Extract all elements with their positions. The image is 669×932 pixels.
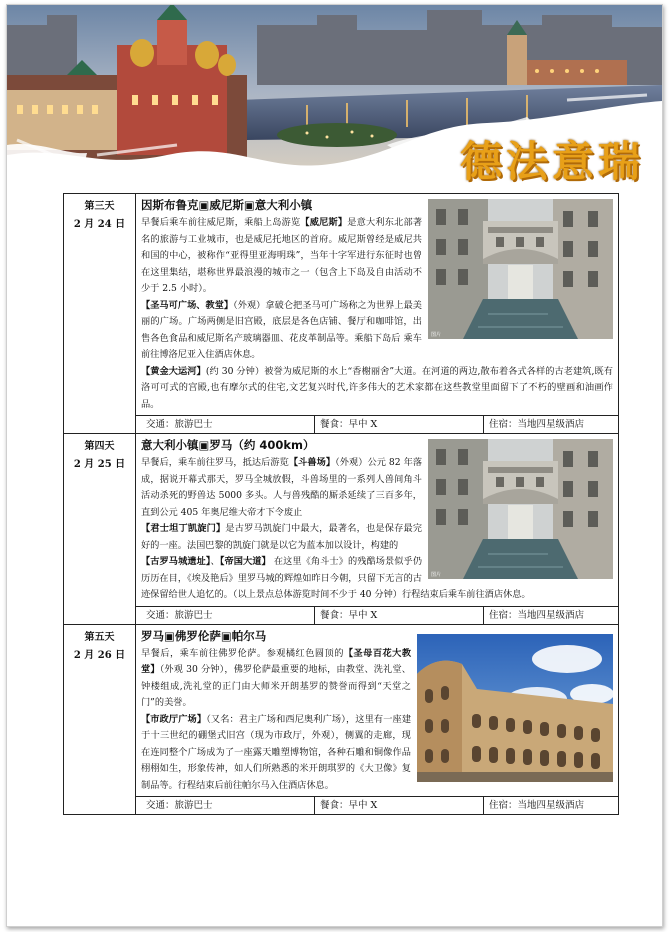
description-text: (约 30 分钟）被誉为威尼斯的水上“香榭丽舍”大道。在河道的两边,散布着各式各样的古老建筑,既有洛可可式的宫殿,也有摩尔式的住宅,文艺复兴时代,许多伟大的艺术家都在这些教堂里面留下了不朽的壁画和油画作品。 [141, 365, 613, 410]
route-title: 罗马▣佛罗伦萨▣帕尔马 [141, 628, 267, 643]
attraction-name: 【圣母百花大教堂】 [141, 647, 412, 675]
description-text: 是意大利东北部著名的旅游与工业城市，也是威尼托地区的首府。威尼斯曾经是威尼共和国的中心，被称作“亚得里亚海明珠”，当年十字军进行东征时也曾在这里集结，堪称世界最浪漫的城市之一（包含上下岛及自由活动不少于 2.5 小时）。 [141, 217, 423, 294]
day-photo [428, 199, 613, 343]
description-text: 是古罗马凯旋门中最大，最著名，也是保存最完好的一座。法国巴黎的凯旋门就是以它为蓝本加以设计，构建的 [141, 523, 423, 551]
description-text: （又名：君主广场和西尼奥利广场），这里有一座建于十三世纪的硼堡式旧宫（现为市政厅，外观），侧翼的走廊，现在连同整个广场成为了一座露天雕塑博物馆，各种石雕和铜像作品栩栩如生，形象传神，如人们所熟悉的米开朗琪罗的《大卫像》复制品等。行程结束后前往帕尔马入住酒店休息。 [141, 713, 412, 791]
description-text: 早餐后，乘车前往罗马，抵达后游览 [141, 457, 289, 468]
info-cell-group [136, 797, 619, 815]
info-row [64, 797, 619, 815]
description-text: （外观）公元 82 年落成，据说开幕式那天，罗马全城放假，斗兽场里的一系列人兽间角斗活动杀死的野兽达 5000 多头。人与兽残酷的厮杀延续了三百多年，直到公元 405 年奥尼维大帝才下令废止 [141, 457, 423, 518]
attraction-name: 【圣马可广场、教堂】 [141, 299, 234, 311]
description-text: 早餐后，乘车前往佛罗伦萨。参观橘红色圆顶的 [141, 647, 344, 659]
day-row [64, 624, 619, 797]
day-cell [64, 624, 136, 815]
svg-text:图片: 图片 [431, 332, 442, 338]
day-row [64, 194, 619, 416]
day-content [136, 194, 619, 416]
attraction-name: 【市政厅广场】 [141, 713, 207, 725]
route-title: 意大利小镇▣罗马（约 400km） [141, 438, 315, 452]
transport-info: 交通：旅游巴士 [141, 797, 315, 814]
transport-info: 交通：旅游巴士 [141, 607, 315, 624]
colosseum-photo [417, 634, 613, 782]
attraction-name: 【黄金大运河】 [141, 365, 206, 377]
description-paragraph [141, 364, 613, 414]
description-text: 在这里《角斗士》的残酷场景似乎仍历历在目，《埃及艳后》里罗马城的辉煌如昨日今朝，只留下无言的古迹保留给世人追忆的。（以上景点总体游览时间不少于 40 分钟）行程结束后乘车前往酒店休息。 [141, 556, 531, 600]
svg-text:图片: 图片 [431, 572, 442, 578]
info-cell-group [136, 606, 619, 624]
meals-info: 餐食：早中 X [315, 416, 484, 433]
day-date: 2 月 26 日 [73, 649, 126, 661]
attraction-name: 【威尼斯】 [300, 217, 348, 228]
info-row [64, 606, 619, 624]
day-label: 第三天 [84, 201, 115, 212]
day-photo [428, 439, 613, 583]
description-text: （外观）拿破仑把圣马可广场称之为世界上最美丽的广场。广场两侧是旧宫殿，底层是各色店铺、餐厅和咖啡馆，出售各色食品和威尼斯名产玻璃器皿、花皮革制品等。乘船下岛后 乘车前往博洛尼亚入住酒店休息。 [141, 299, 422, 360]
day-content [136, 434, 619, 607]
meals-info: 餐食：早中 X [315, 607, 484, 624]
attraction-name: 【古罗马城遗址】 [141, 556, 211, 567]
description-text: 早餐后乘车前往威尼斯，乘船上岛游览 [141, 217, 301, 228]
day-row [64, 434, 619, 607]
day-photo [417, 634, 613, 786]
hotel-info: 住宿：当地四星级酒店 [489, 609, 585, 621]
day-date: 2 月 25 日 [73, 459, 126, 470]
header-banner [7, 5, 662, 195]
attraction-name: 【君士坦丁凯旋门】 [141, 523, 226, 534]
attraction-name: 【斗兽场】 [288, 457, 336, 468]
day-content [136, 624, 619, 797]
route-title: 因斯布鲁克▣威尼斯▣意大利小镇 [141, 198, 313, 212]
info-cell-group [136, 416, 619, 434]
banner-title: 德法意瑞 [459, 137, 644, 186]
attraction-name: 【帝国大道】 [219, 556, 271, 567]
day-label: 第四天 [84, 441, 115, 452]
day-date: 2 月 24 日 [73, 219, 126, 230]
day-cell [64, 434, 136, 625]
itinerary-table [63, 193, 619, 815]
document-page [6, 4, 663, 927]
description-text: （外观 30 分钟），佛罗伦萨最重要的地标，由教堂、洗礼堂、钟楼组成,洗礼堂的正门由大师米开朗基罗的赞誉而得到“天堂之门”的美誉。 [141, 664, 411, 708]
day-cell [64, 194, 136, 434]
venice-bridge-photo [428, 199, 613, 339]
description-text: 、 [210, 556, 220, 567]
day-label: 第五天 [84, 631, 115, 643]
hotel-info: 住宿：当地四星级酒店 [489, 800, 585, 811]
venice-bridge-photo [428, 439, 613, 579]
meals-info: 餐食：早中 X [315, 797, 484, 814]
info-row [64, 416, 619, 434]
hotel-info: 住宿：当地四星级酒店 [489, 419, 585, 430]
transport-info: 交通：旅游巴士 [141, 416, 315, 433]
